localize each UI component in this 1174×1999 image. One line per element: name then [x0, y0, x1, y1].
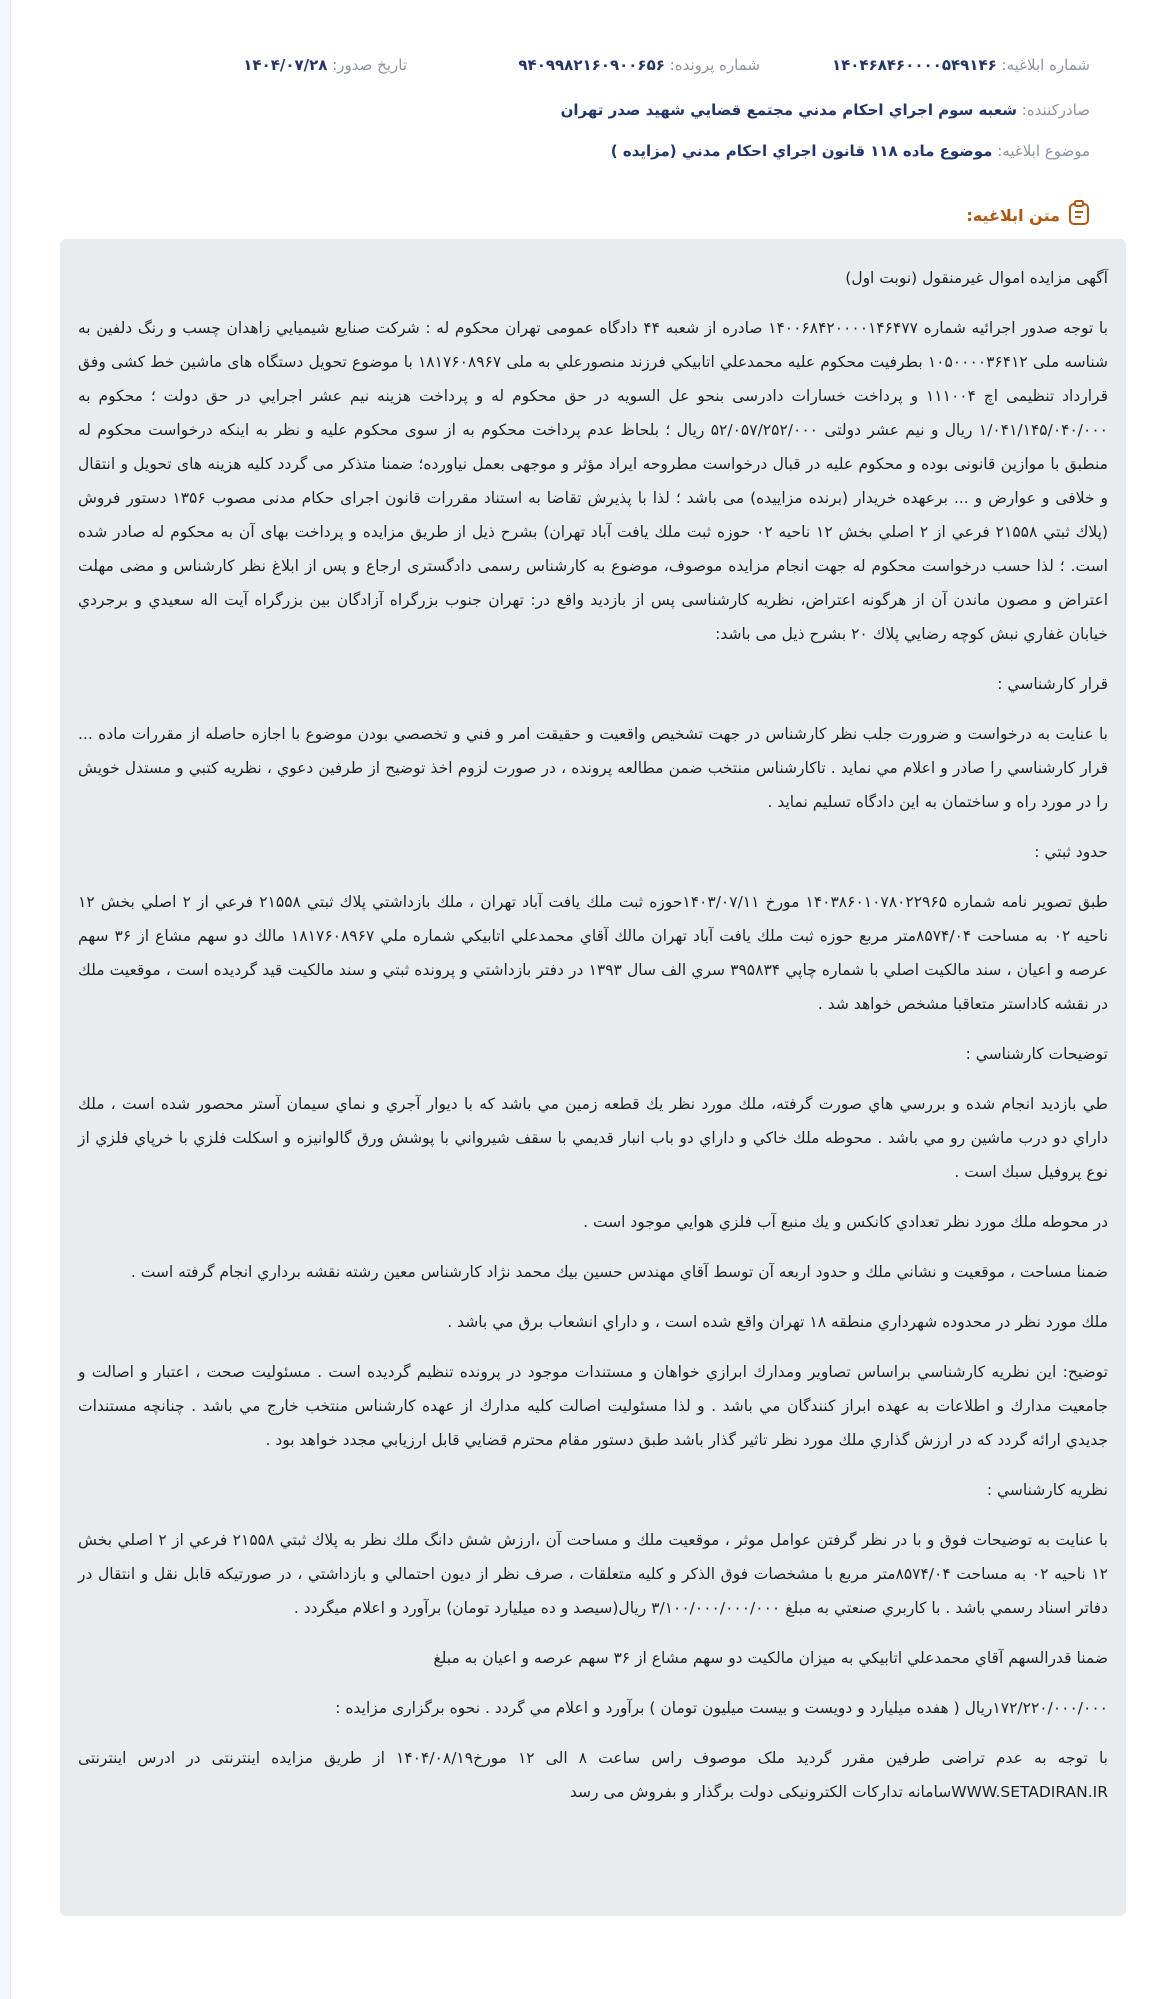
paragraph-share: ضمنا قدرالسهم آقاي محمدعلي اتابيكي به ميزان مالكيت دو سهم مشاع از ۳۶ سهم عرصه و اعيان به مبلغ: [433, 1649, 1108, 1667]
heading-expert-notes: توضيحات كارشناسي :: [965, 1045, 1108, 1063]
notice-number: [832, 56, 1090, 74]
file-number-label: شماره پرونده:: [669, 56, 760, 74]
paragraph-registry-bounds: طبق تصوير نامه شماره ۱۴۰۳۸۶۰۱۰۷۸۰۲۲۹۶۵ مورخ ۱۴۰۳/۰۷/۱۱حوزه ثبت ملك يافت آباد تهران ، ملك بازداشتي پلاك ثبتي ۲۱۵۵۸ فرعي از ۲ اصلي بخش ۱۲ ناحيه ۰۲ به مساحت ۸۵۷۴/۰۴متر مربع حوزه ثبت ملك يافت آباد تهران مالك آقاي محمدعلي اتابيكي شماره ملي ۱۸۱۷۶۰۸۹۶۷ مالك دو سهم مشاع از ۳۶ سهم عرصه و اعيان ، سند مالكيت اصلي با شماره چاپي ۳۹۵۸۳۴ سري الف سال ۱۳۹۳ در دفتر بازداشتي و پرونده ثبتي و سند مالكيت قيد گرديده است ، موقعيت ملك در نقشه كاداستر متعاقبا مشخص خواهد شد .: [78, 893, 1109, 1013]
subject-value: موضوع ماده ۱۱۸ قانون اجراي احكام مدني (مزايده ): [610, 142, 993, 160]
issue-date-value: ۱۴۰۴/۰۷/۲۸: [243, 56, 328, 74]
paragraph-disclaimer: توضيح: اين نظريه كارشناسي براساس تصاوير ومدارك ابرازي خواهان و مستندات موجود در پرونده تنظيم گرديده است . مسئوليت صحت ، اعتبار و اصالت و جامعيت مدارك و اطلاعات به عهده ابراز كنندگان مي باشد . و لذا مسئوليت اصالت كليه مدارك از عهده كارشناس منتخب خارج مي باشد . چنانچه مستندات جديدي ارائه گردد كه در ارزش گذاري ملك مورد نظر تاثير گذار باشد طبق دستور مقام محترم قضايي قابل ارزيابي مجدد خواهد بود .: [78, 1363, 1108, 1449]
paragraph-survey: ضمنا مساحت ، موقعيت و نشاني ملك و حدود اربعه آن توسط آقاي مهندس حسين بيك محمد نژاد كارشناس معين رشته نقشه برداري انجام گرفته است .: [130, 1263, 1108, 1281]
paragraph-municipality: ملك مورد نظر در محدوده شهرداري منطقه ۱۸ تهران واقع شده است ، و داراي انشعاب برق مي باشد .: [447, 1313, 1108, 1331]
subject-label: موضوع ابلاغیه:: [997, 142, 1090, 160]
paragraph-yard: در محوطه ملك مورد نظر تعدادي كانكس و يك منبع آب فلزي هوايي موجود است .: [583, 1213, 1108, 1231]
subject: [611, 142, 1090, 160]
issuer-value: شعبه سوم اجراي احكام مدني مجتمع قضايي شهيد صدر تهران: [560, 101, 1017, 119]
issuer: [561, 101, 1090, 119]
document-icon: [1068, 200, 1090, 230]
heading-registry-bounds: حدود ثبتي :: [1034, 843, 1108, 861]
paragraph-auction-procedure: با توجه به عدم تراضی طرفین مقرر گردید ملک موصوف راس ساعت ۸ الی ۱۲ مورخ۱۴۰۴/۰۸/۱۹ از طریق مزایده اینترنتی در ادرس اینترنتی WWW.SETADIRAN.IRسامانه تدارکات الکترونیکی دولت برگذار و بفروش می رسد: [78, 1749, 1108, 1801]
issue-date: [243, 56, 407, 74]
paragraph-valuation: با عنايت به توضيحات فوق و با در نظر گرفتن عوامل موثر ، موقعيت ملك و مساحت آن ،ارزش شش دانگ ملك نظر به پلاك ثبتي ۲۱۵۵۸ فرعي از ۲ اصلي بخش ۱۲ ناحيه ۰۲ به مساحت ۸۵۷۴/۰۴متر مربع با مشخصات فوق الذكر و كليه متعلقات ، صرف نظر از ديون احتمالي و بازداشتي ، در صورتيكه قابل نقل و انتقال در دفاتر اسناد رسمي باشد . با كاربري صنعتي به مبلغ ۳/۱۰۰/۰۰۰/۰۰۰/۰۰۰ ريال(سيصد و ده ميليارد تومان) برآورد و اعلام ميگردد .: [78, 1531, 1109, 1617]
issue-date-label: تاریخ صدور:: [332, 56, 407, 74]
file-number-value: ۹۴۰۹۹۸۲۱۶۰۹۰۰۶۵۶: [518, 56, 665, 74]
notice-number-value: ۱۴۰۴۶۸۴۶۰۰۰۰۵۴۹۱۴۶: [831, 56, 997, 74]
paragraph-expert-notes: طي بازديد انجام شده و بررسي هاي صورت گرفته، ملك مورد نظر يك قطعه زمين مي باشد كه با ديوار آجري و نماي سيمان آستر محصور شده است ، ملك داراي دو درب ماشين رو مي باشد . محوطه ملك خاكي و داراي دو باب انبار قديمي با سقف شيرواني با پوشش ورق گالوانيزه و اسكلت فلزي با خرپاي فلزي از نوع پروفيل سبك است .: [78, 1095, 1108, 1181]
heading-expert-order: قرار كارشناسي :: [997, 675, 1108, 693]
heading-expert-opinion: نظريه كارشناسي :: [986, 1481, 1108, 1499]
notice-body: [60, 239, 1126, 1916]
notice-meta-row: [0, 56, 1090, 80]
notice-text-heading: [966, 200, 1090, 230]
page-edge: [0, 0, 11, 1999]
notice-heading: آگهی مزایده اموال غیرمنقول (نوبت اول): [845, 269, 1108, 287]
notice-number-label: شماره ابلاغیه:: [1001, 56, 1090, 74]
paragraph-share-amount: ۱۷۲/۲۲۰/۰۰۰/۰۰۰ريال ( هفده ميليارد و دويست و بيست ميليون تومان ) برآورد و اعلام مي گردد . نحوه برگزاری مزایده :: [335, 1699, 1108, 1717]
file-number: [518, 56, 760, 74]
paragraph-intro: با توجه صدور اجرائيه شماره ۱۴۰۰۶۸۴۲۰۰۰۰۱۴۶۴۷۷ صادره از شعبه ۴۴ دادگاه عمومی تهران محکوم له : شرکت صنایع شیمیایي زاهدان چسب و رنگ دلفین به شناسه ملی ۱۰۵۰۰۰۰۳۶۴۱۲ بطرفیت محکوم علیه محمدعلي اتابيكي فرزند منصورعلي به ملی ۱۸۱۷۶۰۸۹۶۷ با موضوع تحویل دستگاه های ماشین خط کشی وفق قرارداد تنظیمی اچ ۱۱۱۰۰۴ و پرداخت خسارات دادرسی بنحو عل السویه در حق محکوم له و پرداخت هزینه نیم عشر اجرایي در حق دولت ؛ محکوم به ۱/۰۴۱/۱۴۵/۰۴۰/۰۰۰ ريال و نیم عشر دولتی ۵۲/۰۵۷/۲۵۲/۰۰۰ ريال ؛ بلحاظ عدم پرداخت محکوم به از سوی محکوم علیه و نظر به اینکه درخواست محکوم له منطبق با موازین قانونی بوده و محکوم علیه در قبال درخواست مطروحه ایراد مؤثر و موجهی بعمل نیاورده؛ ضمنا متذکر می گردد کلیه هزینه های تحویل و انتقال و خلافی و عوارض و ... برعهده خریدار (برنده مزاییده) می باشد ؛ لذا با پذیرش تقاضا به استناد مقررات قانون اجرای حکام مدنی مصوب ۱۳۵۶ دستور فروش (پلاك ثبتي ۲۱۵۵۸ فرعي از ۲ اصلي بخش ۱۲ ناحيه ۰۲ حوزه ثبت ملك يافت آباد تهران) بشرح ذیل از طریق مزایده و پرداخت بهای آن به محکوم له صادر شده است. ؛ لذا حسب درخواست محکوم له جهت انجام مزایده موصوف، موضوع به کارشناس رسمی دادگستری ارجاع و پس از ابلاغ نظر کارشناس و مضی مهلت اعتراض و مصون ماندن آن از هرگونه اعتراض، نظریه کارشناسی پس از بازدید واقع در: تهران جنوب بزرگراه آزادگان بين بزرگراه آيت اله سعيدي و برجردي خيابان غفاري نبش كوچه رضايي پلاك ۲۰ بشرح ذیل می باشد:: [78, 319, 1109, 643]
paragraph-expert-order: با عنايت به درخواست و ضرورت جلب نظر كارشناس در جهت تشخيص واقعيت و حقيقت امر و فني و تخصصي بودن موضوع با اجازه حاصله از مقررات ماده ... قرار كارشناسي را صادر و اعلام مي نمايد . تاكارشناس منتخب ضمن مطالعه پرونده ، در صورت لزوم اخذ توضيح از طرفين دعوي ، نظريه كتبي و مستدل خويش را در مورد راه و ساختمان به اين دادگاه تسليم نمايد .: [78, 725, 1108, 811]
issuer-label: صادرکننده:: [1021, 101, 1090, 119]
notice-text-title: متن ابلاغیه:: [966, 205, 1060, 225]
